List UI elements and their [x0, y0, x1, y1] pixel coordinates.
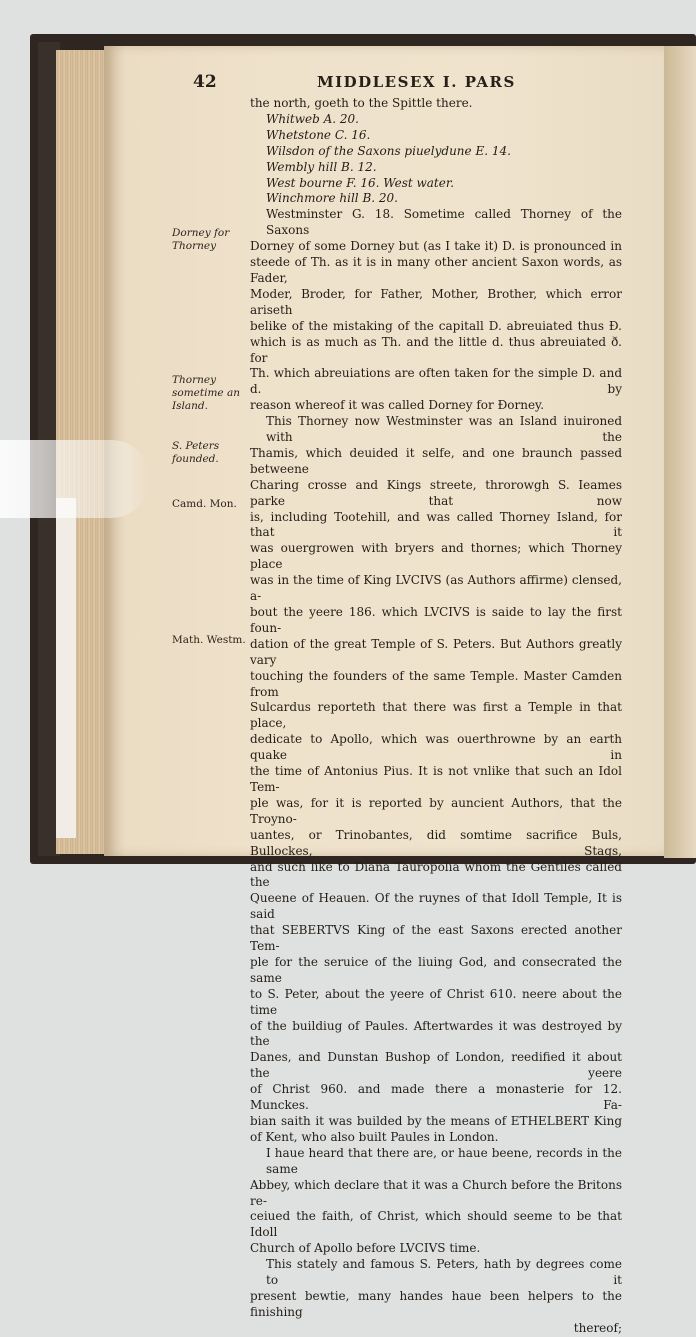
text-line: bian saith it was builded by the means of ETHELBERT King: [250, 1114, 622, 1128]
text-line: This stately and famous S. Peters, hath by degrees come to it: [266, 1257, 622, 1288]
text-line: is, including Tootehill, and was called Thorney Island, for that it: [250, 509, 622, 540]
page-header: [0, 72, 696, 98]
text-line: was ouergrowen with bryers and thornes; which Thorney place: [250, 541, 622, 572]
text-line: to S. Peter, about the yeere of Christ 610. neere about the time: [250, 986, 622, 1017]
body-text: [250, 96, 622, 1337]
tab-marker: [56, 498, 76, 838]
margin-note-thorney-island: Thorney sometime an Island.: [172, 374, 240, 412]
text-line: uantes, or Trinobantes, did somtime sacrifice Buls, Bullockes, Stags,: [250, 827, 622, 858]
running-head: MIDDLESEX I. PARS: [317, 73, 516, 91]
text-line: Queene of Heauen. Of the ruynes of that Idoll Temple, It is said: [250, 891, 622, 922]
place-entry: Wilsdon of the Saxons piuelydune E. 14.: [266, 143, 511, 158]
text-line: of Kent, who also built Paules in London.: [250, 1129, 499, 1144]
text-line: that SEBERTVS King of the east Saxons erected another Tem-: [250, 923, 622, 954]
place-entry: Whetstone C. 16.: [266, 127, 371, 142]
text-line: Thamis, which deuided it selfe, and one braunch passed betweene: [250, 445, 622, 476]
text-line: the time of Antonius Pius. It is not vnlike that such an Idol Tem-: [250, 764, 622, 794]
text-line: bout the yeere 186. which LVCIVS is saide to lay the first foun-: [250, 605, 622, 635]
text-line: Dorney of some Dorney but (as I take it) D. is pronounced in: [250, 239, 622, 254]
text-line: I haue heard that there are, or haue beene, records in the same: [266, 1145, 622, 1176]
text-line: Church of Apollo before LVCIVS time.: [250, 1241, 481, 1256]
margin-note-camden: Camd. Mon.: [172, 498, 237, 510]
text-line: Danes, and Dunstan Bushop of London, reedified it about the yeere: [250, 1050, 622, 1081]
text-line: This Thorney now Westminster was an Island inuironed with the: [266, 414, 622, 445]
text-line: Sulcardus reporteth that there was first a Temple in that place,: [250, 700, 622, 731]
text-line: touching the founders of the same Temple. Master Camden from: [250, 668, 622, 699]
text-line: reason whereof it was called Dorney for Đorney.: [250, 398, 545, 413]
margin-note-st-peters: S. Peters founded.: [172, 440, 220, 465]
place-entry: West bourne F. 16. West water.: [266, 175, 455, 190]
text-line: belike of the mistaking of the capitall D. abreuiated thus Đ.: [250, 318, 622, 333]
text-line: ple was, for it is reported by auncient Authors, that the Troyno-: [250, 795, 622, 826]
text-line: ple for the seruice of the liuing God, and consecrated the same: [250, 954, 622, 985]
text-line: Abbey, which declare that it was a Church before the Britons re-: [250, 1177, 622, 1208]
margin-note-dorney: Dorney for Thorney: [172, 227, 230, 252]
text-line: of Christ 960. and made there a monasterie for 12. Munckes. Fa-: [250, 1082, 622, 1113]
text-line: the north, goeth to the Spittle there.: [250, 96, 473, 110]
text-line: and such like to Diana Tauropolia whom the Gentiles called the: [250, 859, 622, 890]
text-line: Charing crosse and Kings streete, throrowgh S. Ieames parke that now: [250, 477, 622, 508]
text-line: ceiued the faith, of Christ, which should seeme to be that Idoll: [250, 1209, 622, 1240]
place-entry: Whitweb A. 20.: [266, 111, 359, 126]
margin-note-math-westm: Math. Westm.: [172, 634, 246, 646]
text-line: Moder, Broder, for Father, Mother, Brother, which error ariseth: [250, 286, 622, 317]
light-glare: [0, 440, 150, 518]
text-line: steede of Th. as it is in many other ancient Saxon words, as Fader,: [250, 255, 622, 285]
text-line: present bewtie, many handes haue been helpers to the finishing: [250, 1288, 622, 1319]
catchword-line: thereof;: [573, 1320, 622, 1335]
text-line: was in the time of King LVCIVS (as Authors affirme) clensed, a-: [250, 573, 622, 604]
text-line: Westminster G. 18. Sometime called Thorney of the Saxons: [266, 207, 622, 238]
text-line: dation of the great Temple of S. Peters. But Authors greatly vary: [250, 636, 622, 667]
text-line: Th. which abreuiations are often taken for the simple D. and d. by: [250, 366, 622, 397]
place-entry: Wembly hill B. 12.: [266, 159, 377, 174]
page-number: 42: [193, 72, 217, 92]
text-line: of the buildiug of Paules. Aftertwardes it was destroyed by the: [250, 1018, 622, 1049]
place-entry: Winchmore hill B. 20.: [266, 191, 398, 206]
right-page-edge: [664, 46, 696, 858]
text-line: which is as much as Th. and the little d. thus abreuiated ð. for: [250, 334, 622, 365]
text-line: dedicate to Apollo, which was ouerthrowne by an earth quake in: [250, 732, 622, 763]
